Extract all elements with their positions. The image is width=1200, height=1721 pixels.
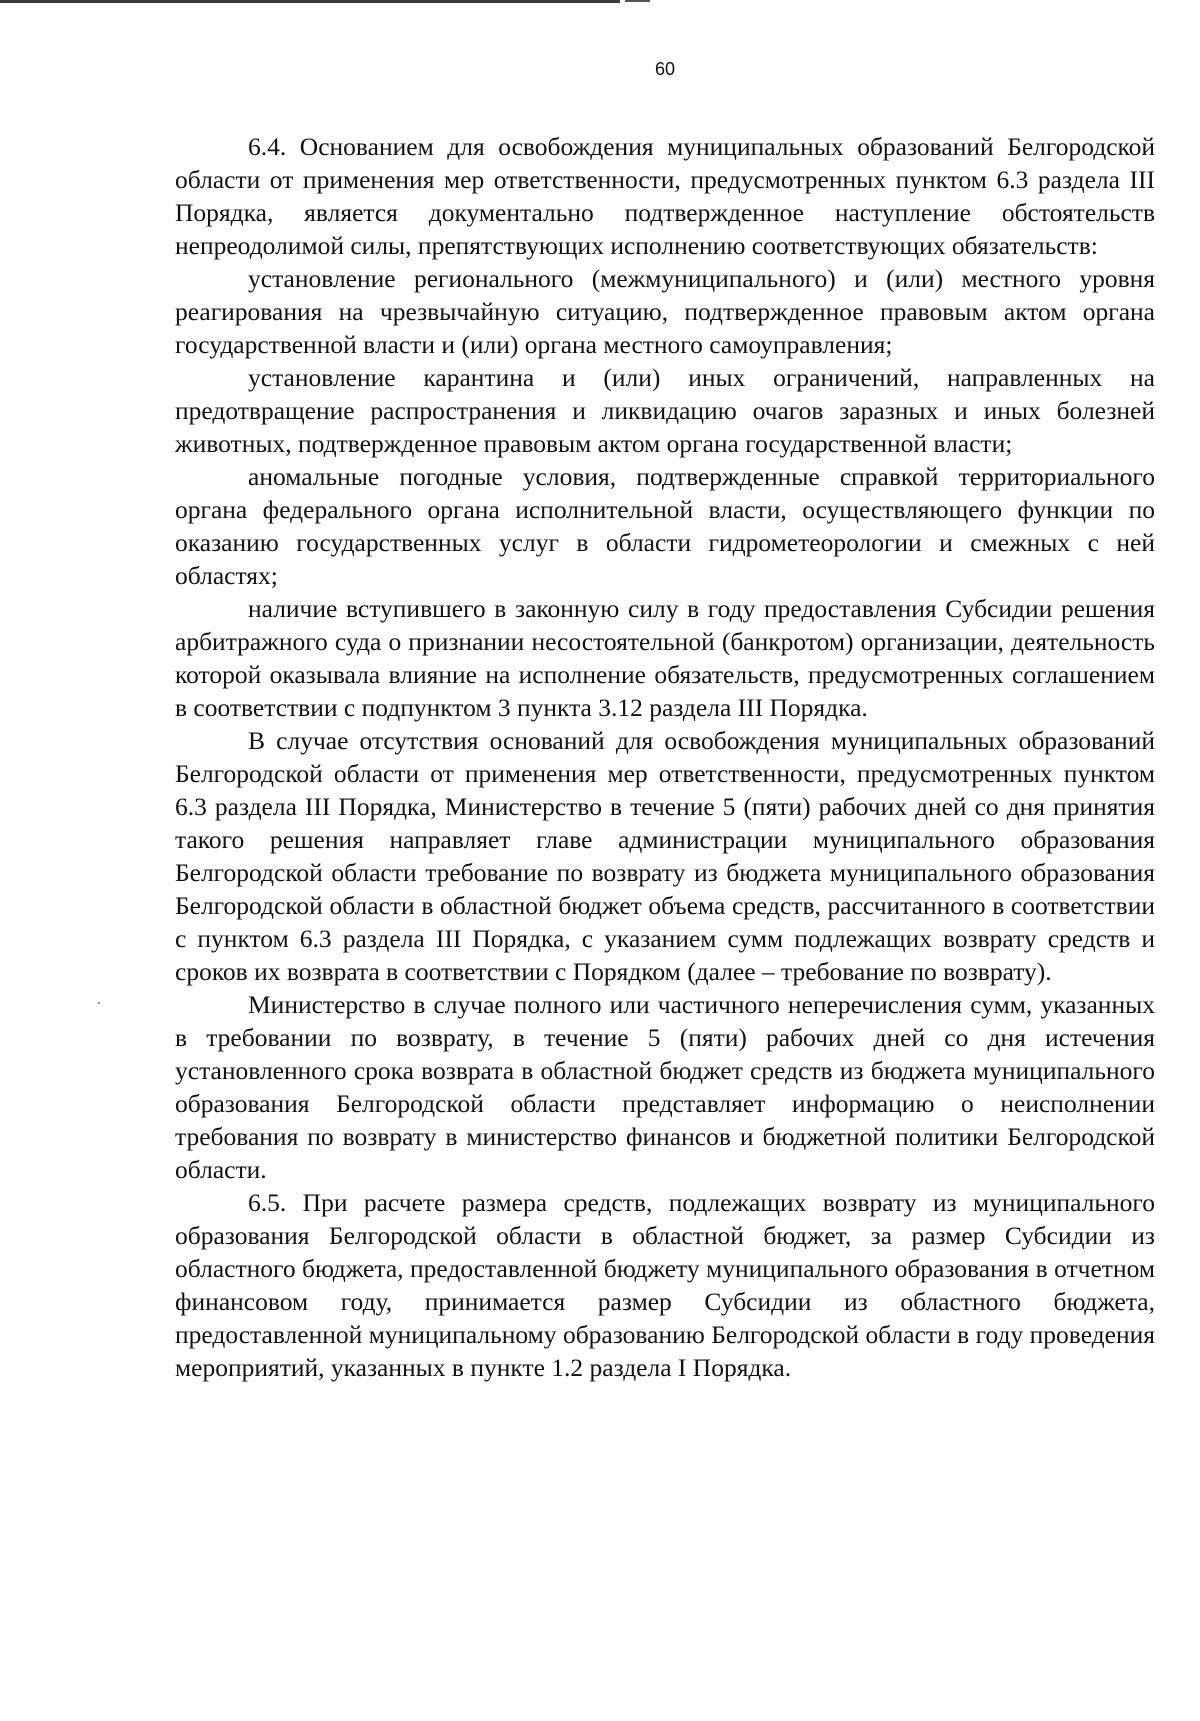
scan-edge-line bbox=[0, 0, 620, 3]
paragraph-no-grounds: В случае отсутствия оснований для освобождения муниципальных образований Белгородской области от применения мер ответственности, предусмотренных пунктом 6.3 раздела III Порядка, Министерство в течение 5 (пяти) рабочих дней со дня принятия такого решения направляет главе администрации муниципального образования Белгородской области требование по возврату из бюджета муниципального образования Белгородской области в областной бюджет объема средств, рассчитанного в соответствии с пунктом 6.3 раздела III Порядка, с указанием сумм подлежащих возврату средств и сроков их возврата в соответствии с Порядком (далее – требование по возврату). bbox=[175, 726, 1155, 986]
paragraph-quarantine: установление карантина и (или) иных ограничений, направленных на предотвращение распространения и ликвидацию очагов заразных и иных болезней животных, подтвержденное правовым актом органа государственной власти; bbox=[175, 363, 1155, 458]
scan-edge-mark bbox=[625, 0, 650, 2]
paragraph-bankruptcy: наличие вступившего в законную силу в году предоставления Субсидии решения арбитражного суда о признании несостоятельной (банкротом) организации, деятельность которой оказывала влияние на исполнение обязательств, предусмотренных соглашением в соответствии с подпунктом 3 пункта 3.12 раздела III Порядка. bbox=[175, 594, 1155, 722]
paragraph-weather: аномальные погодные условия, подтвержденные справкой территориального органа федерального органа исполнительной власти, осуществляющего функции по оказанию государственных услуг в области гидрометеорологии и смежных с ней областях; bbox=[175, 462, 1155, 590]
page-number: 60 bbox=[654, 59, 676, 79]
paragraph-6-4: 6.4. Основанием для освобождения муниципальных образований Белгородской области от применения мер ответственности, предусмотренных пунктом 6.3 раздела III Порядка, является документально подтвержденное наступление обстоятельств непреодолимой силы, препятствующих исполнению соответствующих обязательств: bbox=[175, 132, 1155, 260]
paragraph-ministry-nonpayment: Министерство в случае полного или частичного неперечисления сумм, указанных в требовании по возврату, в течение 5 (пяти) рабочих дней со дня истечения установленного срока возврата в областной бюджет средств из бюджета муниципального образования Белгородской области представляет информацию о неисполнении требования по возврату в министерство финансов и бюджетной политики Белгородской области. bbox=[175, 990, 1155, 1184]
paragraph-regional-emergency: установление регионального (межмуниципального) и (или) местного уровня реагирования на чрезвычайную ситуацию, подтвержденное правовым актом органа государственной власти и (или) органа местного самоуправления; bbox=[175, 264, 1155, 359]
paragraph-6-5: 6.5. При расчете размера средств, подлежащих возврату из муниципального образования Белгородской области в областной бюджет, за размер Субсидии из областного бюджета, предоставленной бюджету муниципального образования в отчетном финансовом году, принимается размер Субсидии из областного бюджета, предоставленной муниципальному образованию Белгородской области в году проведения мероприятий, указанных в пункте 1.2 раздела I Порядка. bbox=[175, 1188, 1155, 1382]
scan-speck bbox=[98, 1002, 100, 1004]
document-body bbox=[175, 130, 1155, 1384]
